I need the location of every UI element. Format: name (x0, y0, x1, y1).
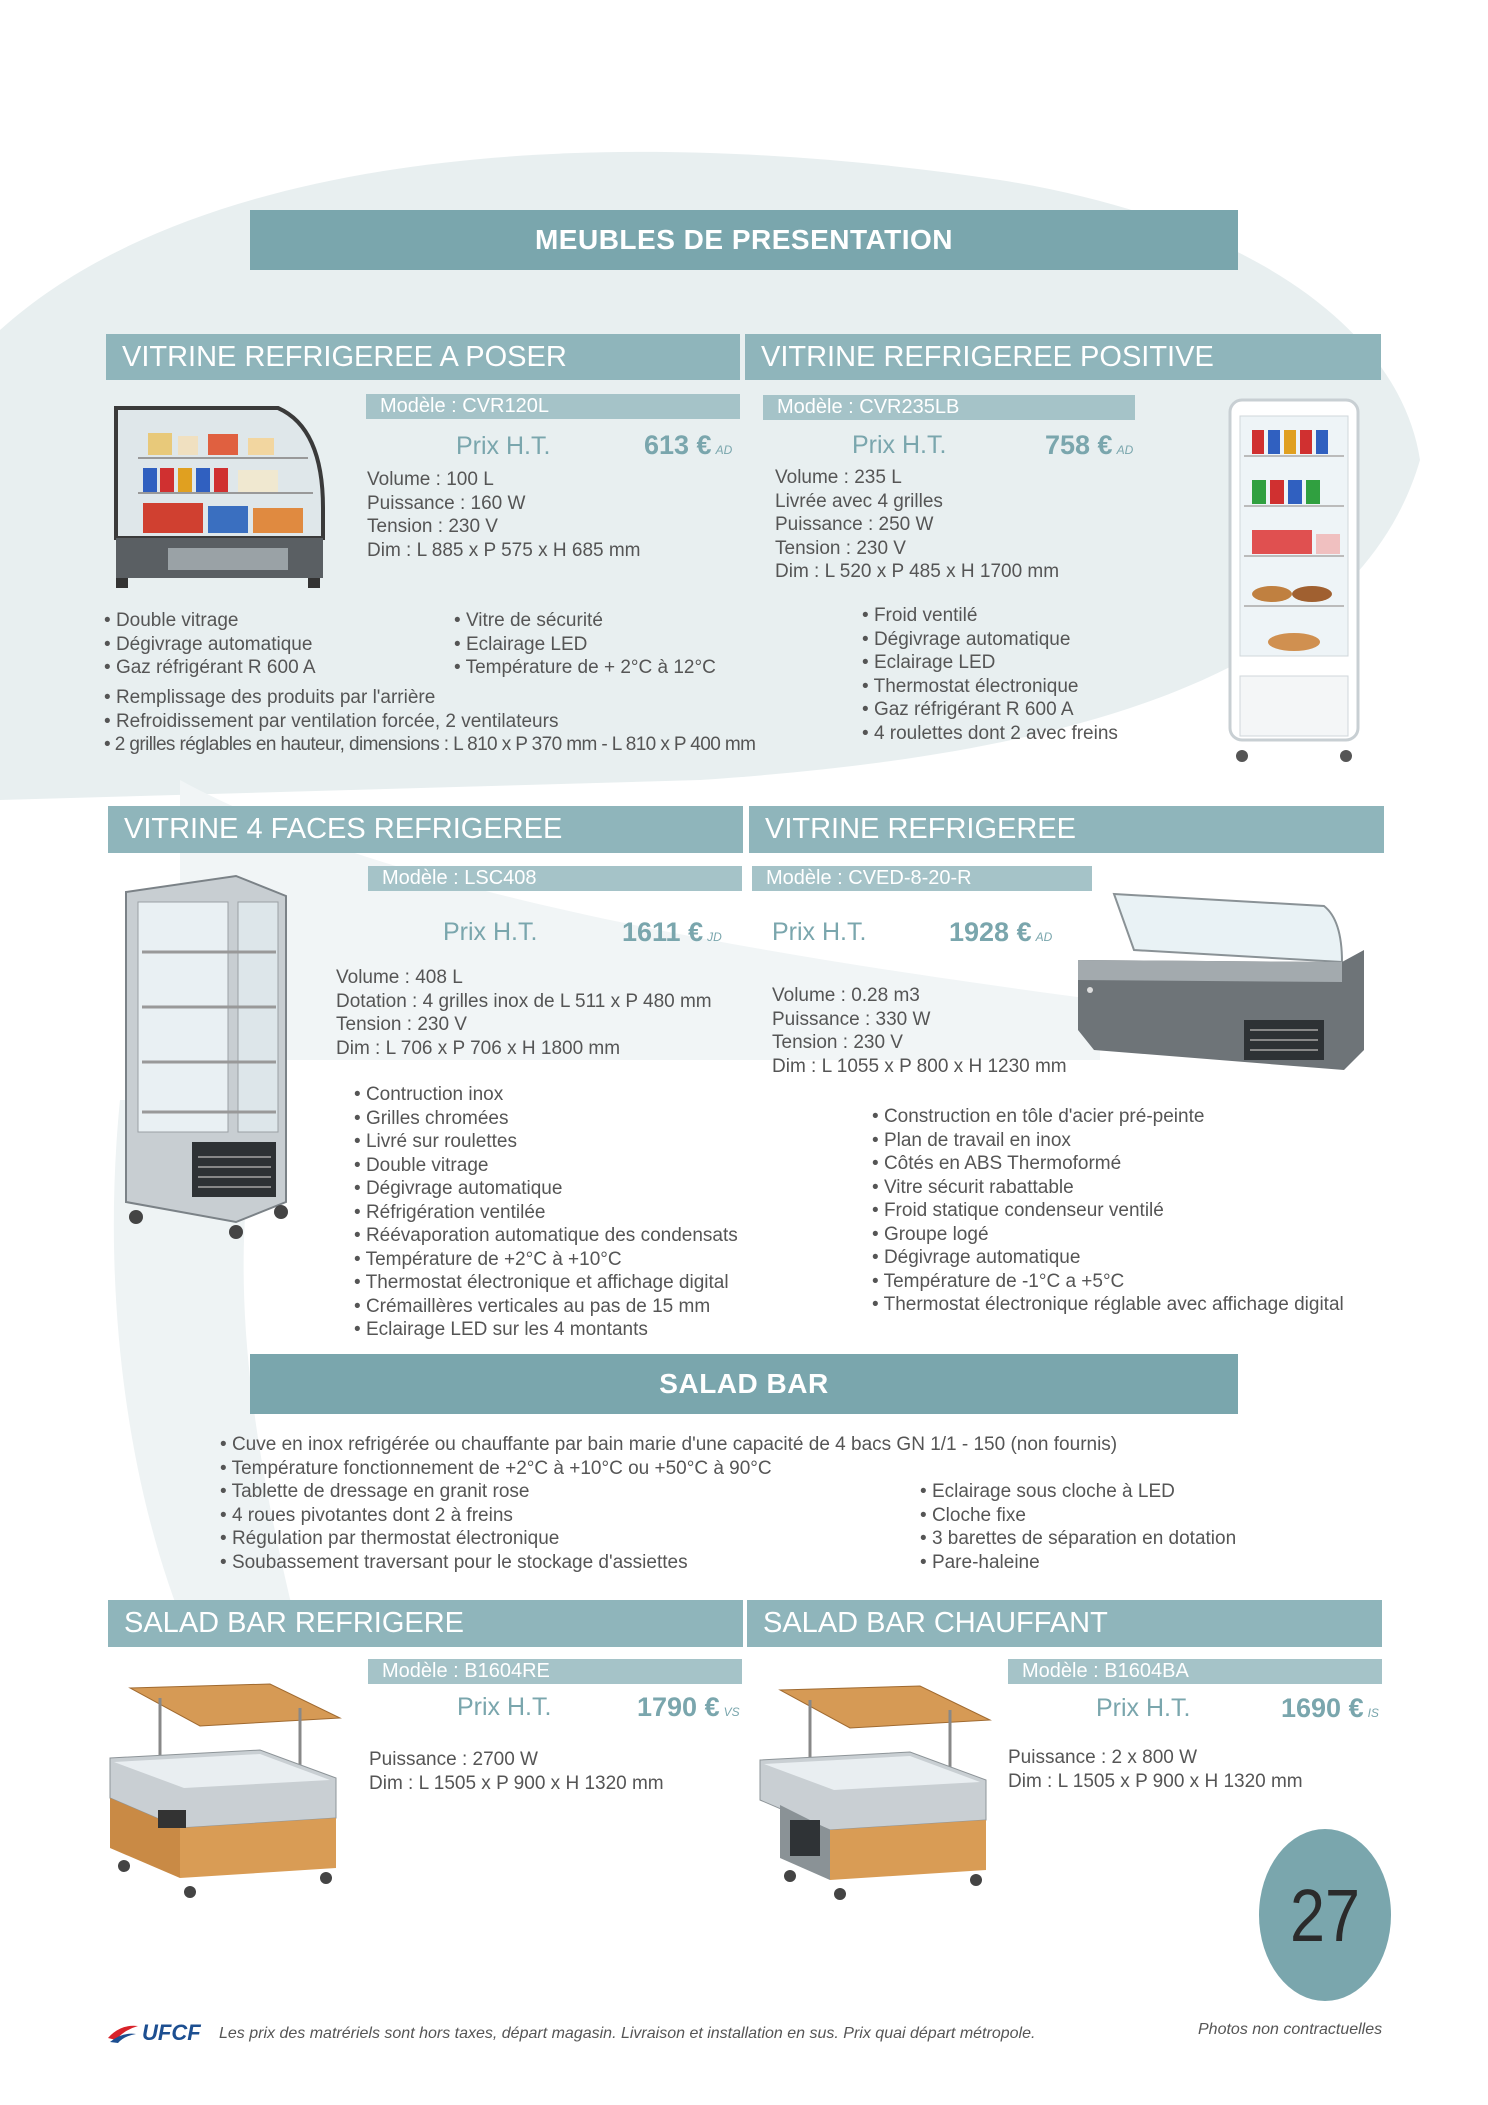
feature-item: • 2 grilles réglables en hauteur, dimensions : L 810 x P 370 mm - L 810 x P 400 mm (104, 733, 755, 757)
feature-item: • Froid ventilé (862, 604, 1118, 628)
feature-item: • Remplissage des produits par l'arrière (104, 686, 755, 710)
page-title-banner (250, 210, 1238, 270)
feature-item: • Cuve en inox refrigérée ou chauffante par bain marie d'une capacité de 4 bacs GN 1/1 - 150 (non fournis) (220, 1433, 1117, 1457)
spec-line: Puissance : 2 x 800 W (1008, 1747, 1198, 1768)
price: 758 € AD (1045, 430, 1134, 460)
salad-bar-title: SALAD BAR (659, 1368, 829, 1399)
price: 1690 € IS (1281, 1693, 1379, 1723)
feature-item: • Grilles chromées (354, 1107, 738, 1131)
feature-item: • Froid statique condenseur ventilé (872, 1199, 1344, 1223)
feature-item: • Double vitrage (104, 609, 316, 633)
price: 613 € AD (644, 430, 733, 460)
spec-line: Dim : L 706 x P 706 x H 1800 mm (336, 1037, 621, 1059)
feature-item: • Réfrigération ventilée (354, 1201, 738, 1225)
feature-item: • Plan de travail en inox (872, 1129, 1344, 1153)
four-sided-display-image (116, 872, 294, 1242)
feature-item: • Eclairage LED (862, 651, 1118, 675)
model-label: Modèle : CVED-8-20-R (752, 866, 1092, 891)
price-code: AD (715, 443, 733, 457)
model-label: Modèle : LSC408 (368, 866, 742, 891)
feature-item: • Eclairage sous cloche à LED (920, 1480, 1236, 1504)
spec-line: Volume : 0.28 m3 (772, 985, 920, 1006)
price-code: IS (1367, 1706, 1379, 1720)
model-label: Modèle : CVR235LB (763, 395, 1135, 420)
model-label: Modèle : CVR120L (366, 394, 740, 419)
specs-list (336, 966, 712, 1060)
price-code: AD (1116, 443, 1134, 457)
features-list (862, 604, 1118, 745)
feature-item: • 4 roues pivotantes dont 2 à freins (220, 1504, 1117, 1528)
feature-item: • Dégivrage automatique (862, 628, 1118, 652)
spec-line: Puissance : 330 W (772, 1008, 931, 1030)
features-list (104, 686, 755, 757)
section-title-vitrine-4-faces: VITRINE 4 FACES REFRIGEREE (108, 806, 743, 853)
serve-over-counter-image (1074, 890, 1368, 1090)
spec-line: Tension : 230 V (336, 1014, 467, 1035)
feature-item: • Gaz réfrigérant R 600 A (862, 698, 1118, 722)
page-title: MEUBLES DE PRESENTATION (534, 224, 954, 255)
spec-line: Puissance : 250 W (775, 514, 934, 535)
price-code: VS (723, 1705, 740, 1719)
feature-item: • Contruction inox (354, 1083, 738, 1107)
feature-item: • Vitre sécurit rabattable (872, 1176, 1344, 1200)
spec-line: Dim : L 1505 x P 900 x H 1320 mm (369, 1772, 664, 1794)
feature-item: • Gaz réfrigérant R 600 A (104, 656, 316, 680)
salad-bar-heated-image (750, 1680, 996, 1906)
spec-line: Tension : 230 V (772, 1032, 903, 1053)
feature-item: • Température de -1°C a +5°C (872, 1270, 1344, 1294)
price: 1611 € JD (622, 917, 722, 947)
countertop-display-case-image (108, 398, 334, 598)
spec-line: Puissance : 2700 W (369, 1749, 538, 1770)
spec-line: Dim : L 885 x P 575 x H 685 mm (367, 539, 641, 561)
feature-item: • Réévaporation automatique des condensats (354, 1224, 738, 1248)
spec-line: Tension : 230 V (775, 537, 906, 559)
feature-item: • Thermostat électronique et affichage digital (354, 1271, 738, 1295)
spec-line: Volume : 235 L (775, 467, 902, 488)
feature-item: • Dégivrage automatique (104, 633, 316, 657)
features-list (354, 1083, 738, 1342)
spec-line: Tension : 230 V (367, 516, 498, 537)
prix-label: Prix H.T. (772, 918, 867, 946)
spec-line: Dim : L 520 x P 485 x H 1700 mm (775, 561, 1060, 582)
specs-list (369, 1748, 664, 1795)
feature-item: • Thermostat électronique réglable avec affichage digital (872, 1293, 1344, 1317)
specs-list (1008, 1746, 1303, 1793)
feature-item: • Construction en tôle d'acier pré-peinte (872, 1105, 1344, 1129)
prix-label: Prix H.T. (457, 1693, 552, 1721)
feature-item: • Température de + 2°C à 12°C (454, 656, 716, 680)
features-list (104, 609, 316, 680)
spec-line: Volume : 100 L (367, 469, 494, 490)
feature-item: • Température de +2°C à +10°C (354, 1248, 738, 1272)
feature-item: • Groupe logé (872, 1223, 1344, 1247)
spec-line: Puissance : 160 W (367, 492, 526, 514)
spec-line: Dim : L 1055 x P 800 x H 1230 mm (772, 1055, 1067, 1077)
salad-bar-refrigerated-image (100, 1678, 346, 1904)
footer-disclaimer: Les prix des matrériels sont hors taxes, départ magasin. Livraison et installation en sus. Prix quai départ métropole. (219, 2025, 1036, 2042)
prix-label: Prix H.T. (852, 431, 947, 459)
spec-line: Dim : L 1505 x P 900 x H 1320 mm (1008, 1770, 1303, 1792)
spec-line: Livrée avec 4 grilles (775, 490, 943, 512)
model-label: Modèle : B1604BA (1008, 1659, 1382, 1684)
prix-label: Prix H.T. (443, 918, 538, 946)
feature-item: • 4 roulettes dont 2 avec freins (862, 722, 1118, 746)
specs-list (772, 984, 1067, 1078)
specs-list (367, 468, 641, 562)
feature-item: • Dégivrage automatique (872, 1246, 1344, 1270)
price-code: JD (707, 930, 722, 944)
feature-item: • Soubassement traversant pour le stockage d'assiettes (220, 1551, 1117, 1575)
feature-item: • Pare-haleine (920, 1551, 1236, 1575)
features-list (872, 1105, 1344, 1317)
feature-item: • Cloche fixe (920, 1504, 1236, 1528)
logo-text: UFCF (142, 2020, 201, 2045)
footer-photos-note: Photos non contractuelles (1198, 2021, 1383, 2038)
price-code: AD (1035, 930, 1053, 944)
upright-white-display-image (1222, 396, 1366, 768)
feature-item: • Régulation par thermostat électronique (220, 1527, 1117, 1551)
salad-bar-banner (250, 1354, 1238, 1414)
model-label: Modèle : B1604RE (368, 1659, 742, 1684)
price: 1790 € VS (637, 1692, 740, 1722)
page-number: 27 (1290, 1874, 1360, 1957)
feature-item: • Dégivrage automatique (354, 1177, 738, 1201)
feature-item: • Livré sur roulettes (354, 1130, 738, 1154)
feature-item: • Eclairage LED sur les 4 montants (354, 1318, 738, 1342)
logo-swoosh-icon (106, 2022, 140, 2044)
prix-label: Prix H.T. (456, 432, 551, 460)
specs-list (775, 466, 1059, 584)
feature-item: • Tablette de dressage en granit rose (220, 1480, 1117, 1504)
feature-item: • Eclairage LED (454, 633, 716, 657)
feature-item: • Thermostat électronique (862, 675, 1118, 699)
price: 1928 € AD (949, 917, 1053, 947)
feature-item: • Température fonctionnement de +2°C à +10°C ou +50°C à 90°C (220, 1457, 1117, 1481)
feature-item: • Vitre de sécurité (454, 609, 716, 633)
section-title-vitrine-refrigeree: VITRINE REFRIGEREE (749, 806, 1384, 853)
section-title-salad-bar-refrigere: SALAD BAR REFRIGERE (108, 1600, 743, 1647)
salad-features-list (920, 1480, 1236, 1574)
feature-item: • Double vitrage (354, 1154, 738, 1178)
feature-item: • Côtés en ABS Thermoformé (872, 1152, 1344, 1176)
features-list (454, 609, 716, 680)
feature-item: • 3 barettes de séparation en dotation (920, 1527, 1236, 1551)
spec-line: Volume : 408 L (336, 967, 463, 988)
feature-item: • Crémaillères verticales au pas de 15 mm (354, 1295, 738, 1319)
section-title-vitrine-a-poser: VITRINE REFRIGEREE A POSER (106, 334, 740, 380)
spec-line: Dotation : 4 grilles inox de L 511 x P 480 mm (336, 990, 712, 1012)
section-title-salad-bar-chauffant: SALAD BAR CHAUFFANT (747, 1600, 1382, 1647)
section-title-vitrine-positive: VITRINE REFRIGEREE POSITIVE (745, 334, 1381, 380)
brand-logo (106, 2020, 201, 2046)
feature-item: • Refroidissement par ventilation forcée, 2 ventilateurs (104, 710, 755, 734)
prix-label: Prix H.T. (1096, 1694, 1191, 1722)
